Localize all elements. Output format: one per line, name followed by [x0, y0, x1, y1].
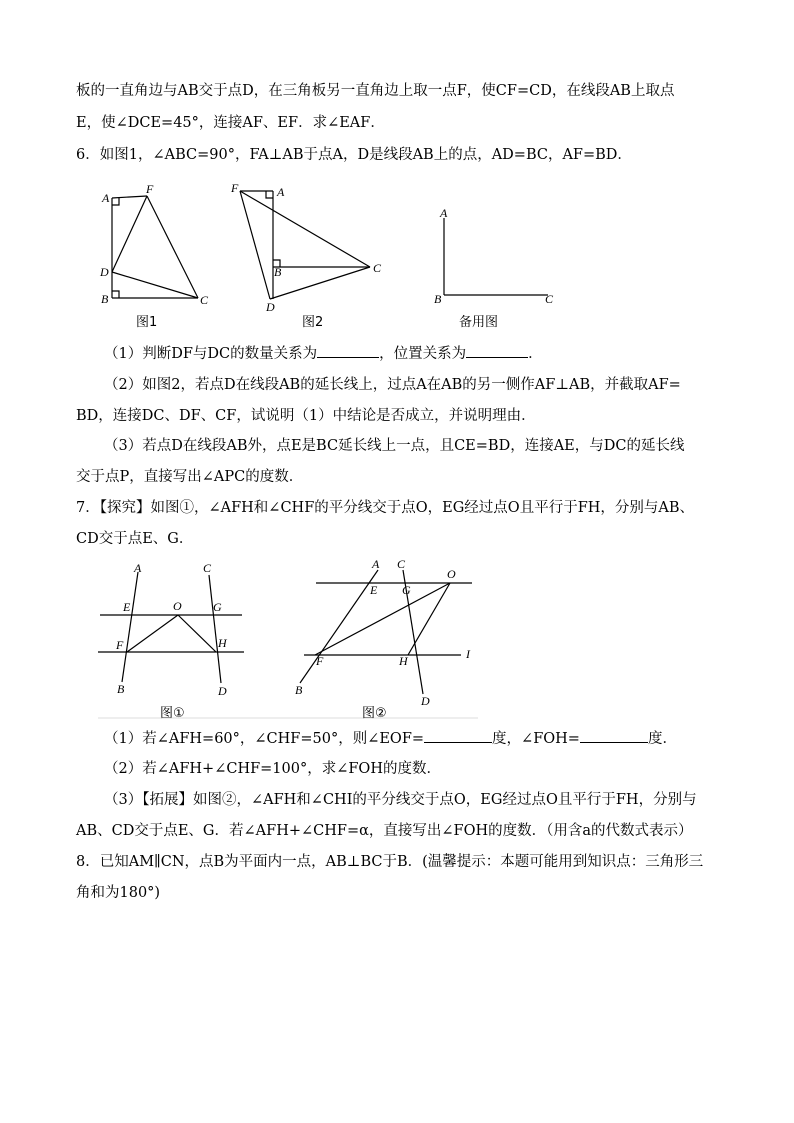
fig4-label-h: H	[218, 636, 227, 650]
fig1-caption: 图1	[136, 315, 158, 330]
fig5-label-d: D	[421, 694, 430, 708]
fig2-label-b: B	[274, 265, 282, 279]
fig3-label-c: C	[545, 292, 554, 306]
fig4-label-f: F	[116, 638, 124, 652]
text-line-1: 板的一直角边与AB交于点D，在三角板另一直角边上取一点F，使CF=CD，在线段AB上取点	[76, 83, 675, 99]
fig2-label-f: F	[231, 181, 239, 195]
spare-figure-caption: 备用图	[459, 315, 499, 330]
fig4-label-c: C	[203, 561, 212, 575]
fig5-label-c: C	[397, 557, 406, 571]
fig5-label-f: F	[316, 654, 324, 668]
q6p1-text-c: ．	[528, 346, 543, 362]
fig1-label-d: D	[100, 265, 109, 279]
fig5-label-b: B	[295, 683, 303, 697]
q6p1-text-a: （1）判断DF与DC的数量关系为	[104, 346, 318, 362]
question-7-stem-line-1: 7．【探究】如图①，∠AFH和∠CHF的平分线交于点O，EG经过点O且平行于FH，分别与AB、	[76, 500, 695, 516]
question-7-part-3-line-1: （3）【拓展】如图②，∠AFH和∠CHI的平分线交于点O，EG经过点O且平行于FH，分别与	[104, 792, 697, 808]
question-7-stem-line-2: CD交于点E、G．	[76, 531, 194, 547]
fig1-label-a: A	[102, 191, 110, 205]
fig-circle-2-caption: 图②	[362, 706, 387, 721]
fig2-label-d: D	[266, 300, 275, 314]
fig5-label-h: H	[399, 654, 408, 668]
fig-circle-1-caption: 图①	[160, 706, 185, 721]
fig5-label-e: E	[370, 583, 378, 597]
question-6-part-2-line-1: （2）如图2，若点D在线段AB的延长线上，过点A在AB的另一侧作AF⊥AB，并截取AF=	[104, 377, 681, 393]
question-8-stem-line-1: 8．已知AM∥CN，点B为平面内一点，AB⊥BC于B．(温馨提示：本题可能用到知识点：三角形三	[76, 854, 704, 870]
fig2-label-c: C	[373, 261, 382, 275]
q6p1-text-b: ，位置关系为	[379, 346, 467, 362]
q7p1-text-b: 度，∠FOH=	[492, 731, 580, 747]
fig4-label-a: A	[134, 561, 142, 575]
question-6-part-3-line-2: 交于点P，直接写出∠APC的度数．	[76, 469, 304, 485]
question-6-part-3-line-1: （3）若点D在线段AB外，点E是BC延长线上一点，且CE=BD，连接AE，与DC的延长线	[104, 438, 685, 454]
question-6-part-2-line-2: BD，连接DC、DF、CF，试说明（1）中结论是否成立，并说明理由．	[76, 408, 536, 424]
fig5-label-g: G	[402, 583, 411, 597]
q7p1-text-a: （1）若∠AFH=60°，∠CHF=50°，则∠EOF=	[104, 731, 425, 747]
fig3-label-b: B	[434, 292, 442, 306]
fig1-label-b: B	[101, 292, 109, 306]
fig5-label-o: O	[447, 567, 456, 581]
q7p1-blank-foh[interactable]	[580, 728, 648, 743]
fig5-label-a: A	[372, 557, 380, 571]
question-8-stem-line-2: 角和为180°)	[76, 885, 161, 901]
text-line-2: E，使∠DCE=45°，连接AF、EF．求∠EAF．	[76, 115, 385, 131]
question-6-stem: 6．如图1，∠ABC=90°，FA⊥AB于点A，D是线段AB上的点，AD=BC，AF=BD．	[76, 147, 632, 163]
question-7-part-2: （2）若∠AFH+∠CHF=100°，求∠FOH的度数．	[104, 761, 441, 777]
fig2-label-a: A	[277, 185, 285, 199]
question-7-part-3-line-2: AB、CD交于点E、G．若∠AFH+∠CHF=α，直接写出∠FOH的度数．（用含a的代数式表示）	[76, 823, 693, 839]
fig1-label-c: C	[200, 293, 209, 307]
fig4-label-g: G	[213, 600, 222, 614]
fig3-label-a: A	[440, 206, 448, 220]
fig2-caption: 图2	[302, 315, 324, 330]
q7p1-text-c: 度．	[647, 731, 677, 747]
q7p1-blank-eof[interactable]	[424, 728, 492, 743]
fig5-label-i: I	[466, 647, 470, 661]
fig1-label-f: F	[146, 182, 154, 196]
question-7-part-1	[104, 728, 677, 749]
fig4-label-e: E	[123, 600, 131, 614]
fig4-label-b: B	[117, 682, 125, 696]
fig4-label-d: D	[218, 684, 227, 698]
fig4-label-o: O	[173, 599, 182, 613]
